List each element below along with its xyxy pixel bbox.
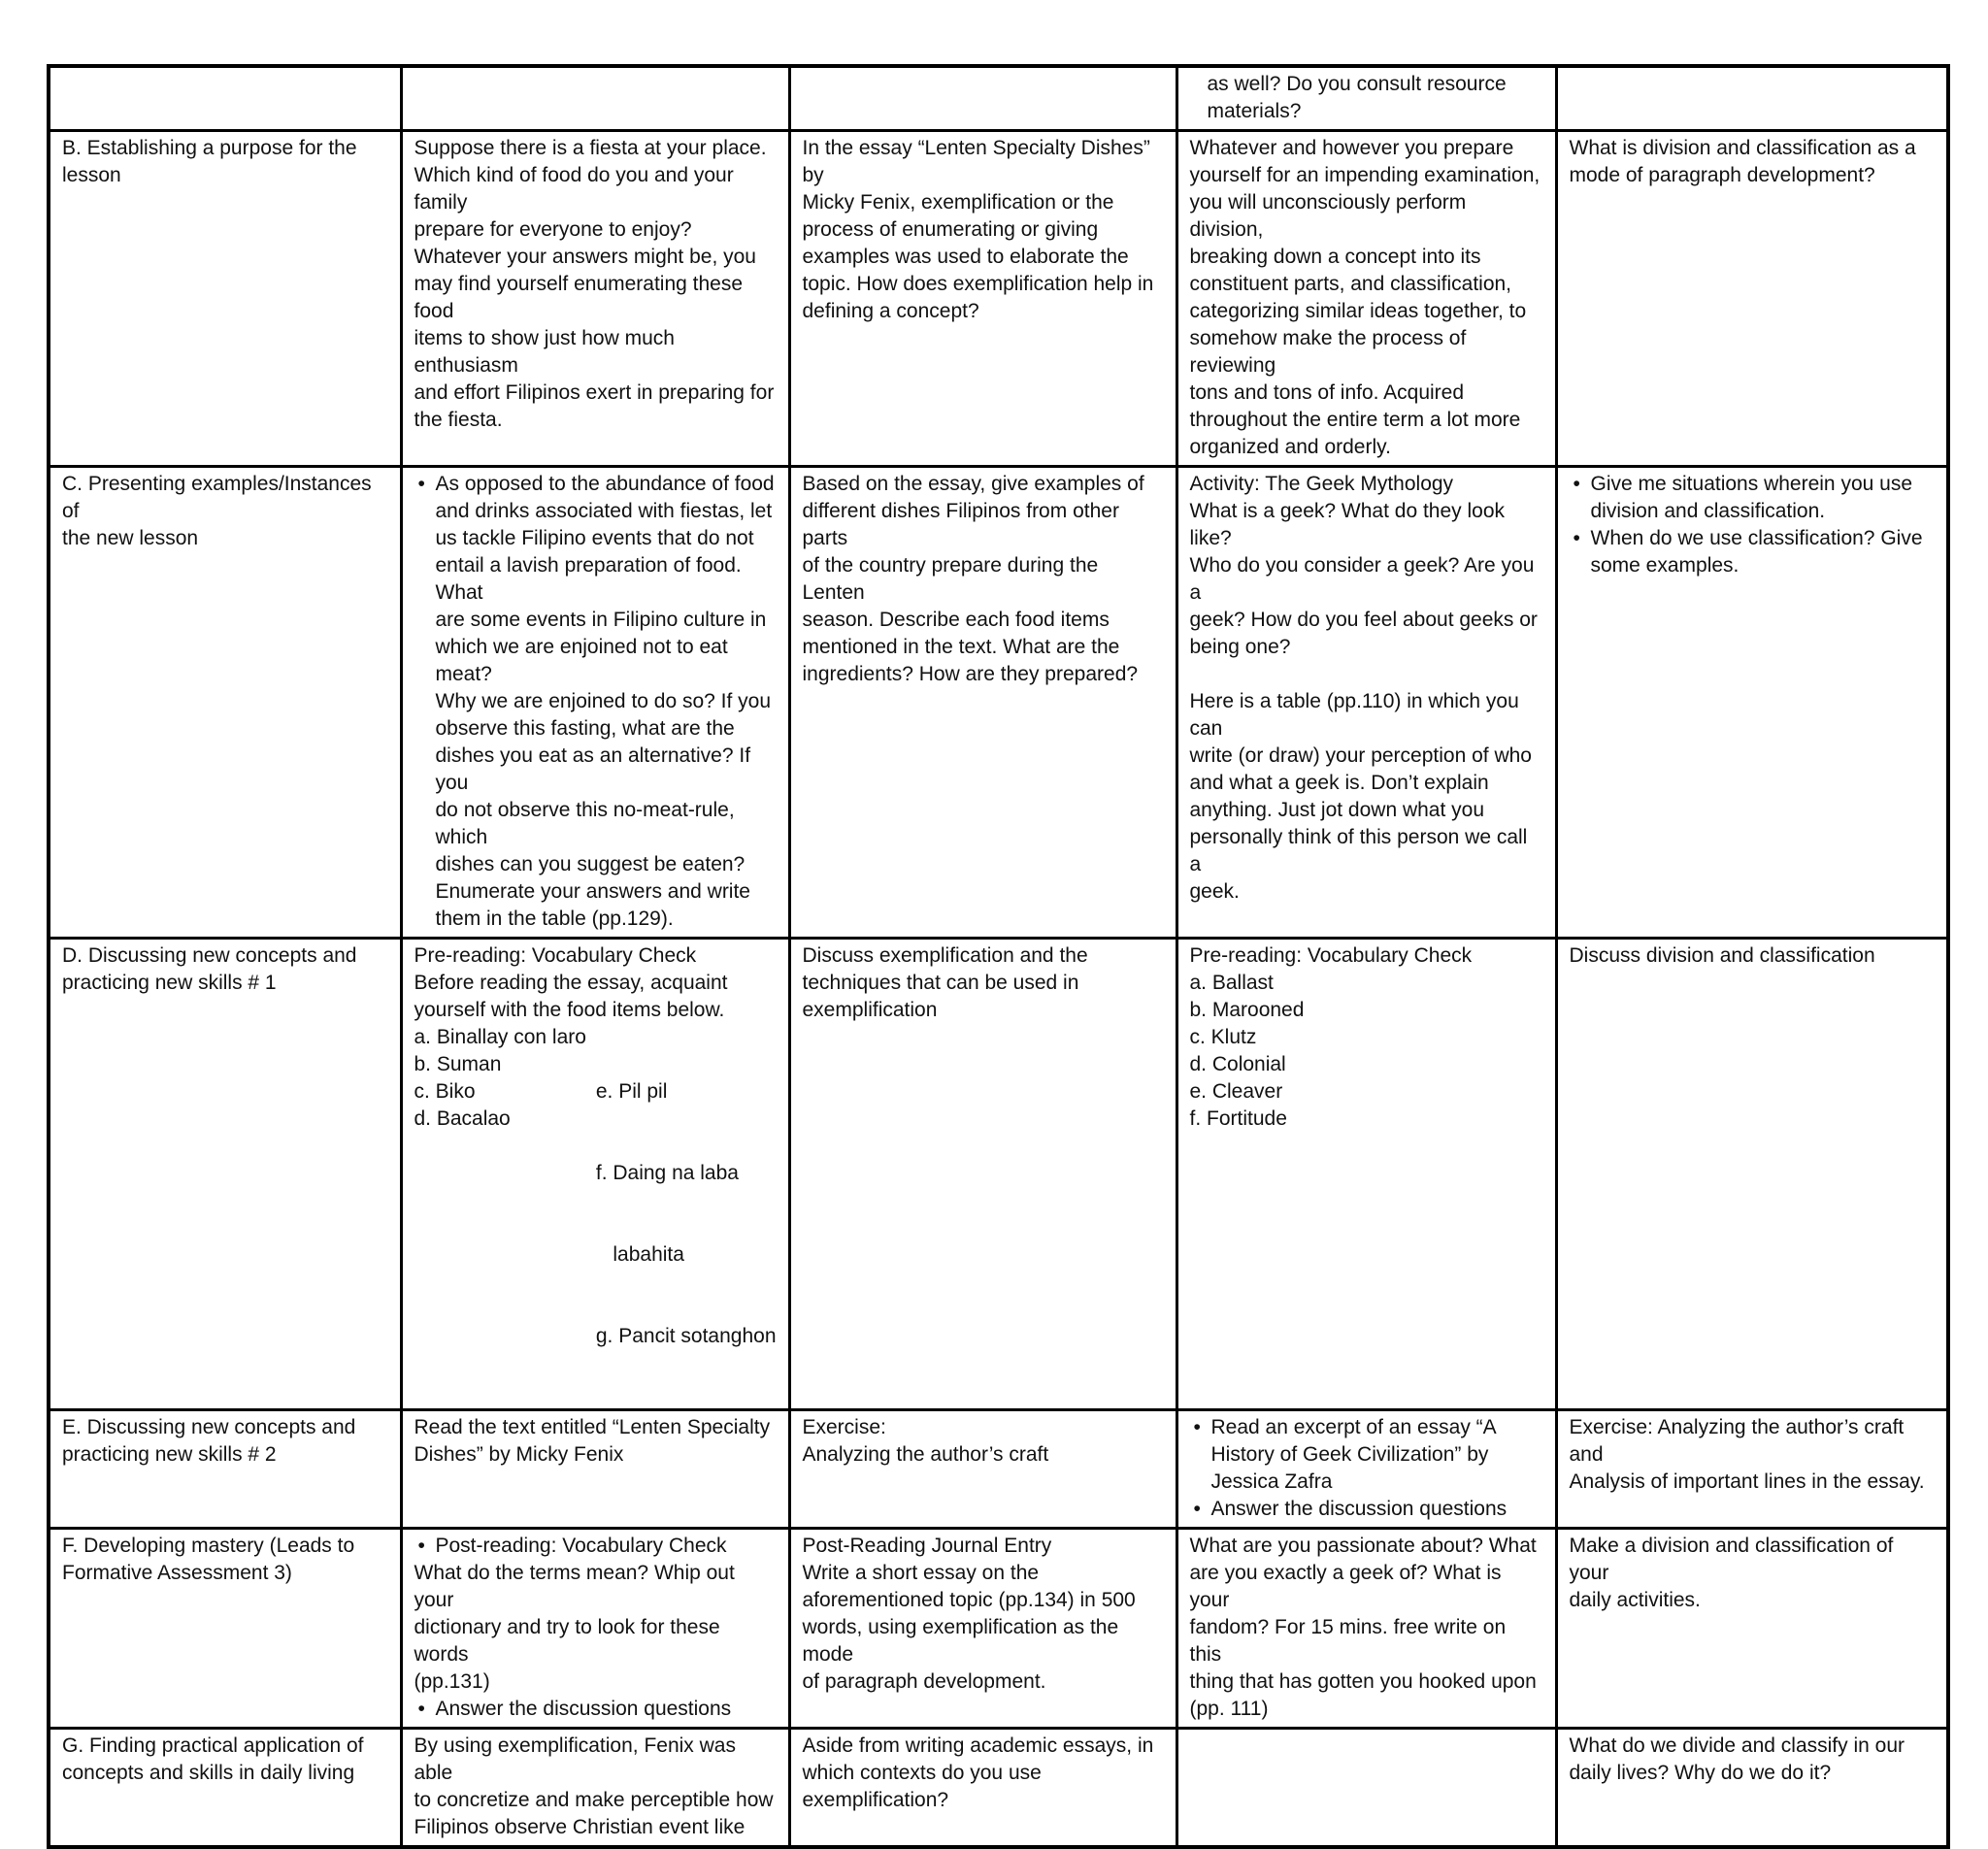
table-row (49, 1729, 1948, 1848)
row-label: E. Discussing new concepts and practicing new skills # 2 (62, 1416, 356, 1466)
cell: Exercise: Analyzing the author’s craft (789, 1410, 1176, 1529)
cell: Pre-reading: Vocabulary Check Before reading the essay, acquaint yourself with the food items below. a. Binallay con laro b. Suman c. Biko d. Bacalao e. Pil pil f. Daing na laba labahita g. Pancit sotanghon (401, 939, 789, 1410)
bullet-list (1570, 471, 1936, 579)
list-item: c. Biko (414, 1080, 476, 1103)
cell (1176, 1729, 1556, 1848)
cell: What is division and classification as a mode of paragraph development? (1556, 131, 1948, 467)
cell: • Post-reading: Vocabulary Check What do the terms mean? Whip out your dictionary and try to look for these words (pp.131) • Answer the discussion questions (401, 1529, 789, 1729)
cell: Post-Reading Journal Entry Write a short essay on the aforementioned topic (pp.134) in 500 words, using exemplification as the mode of paragraph development. (789, 1529, 1176, 1729)
cell: Read the text entitled “Lenten Specialty Dishes” by Micky Fenix (401, 1410, 789, 1529)
row-label-cell (49, 1529, 401, 1729)
table-row (49, 1529, 1948, 1729)
bullet-list (1190, 1414, 1543, 1523)
cell: Discuss exemplification and the techniques that can be used in exemplification (789, 939, 1176, 1410)
cell: Make a division and classification of your daily activities. (1556, 1529, 1948, 1729)
list-item: • When do we use classification? Give some examples. (1591, 525, 1936, 579)
row-label-cell (49, 939, 401, 1410)
table-row (49, 1410, 1948, 1529)
list-item: d. Bacalao (414, 1107, 511, 1130)
table-row (49, 131, 1948, 467)
row-label-cell (49, 467, 401, 939)
list-item: • Answer the discussion questions (1211, 1496, 1543, 1523)
row-label-cell (49, 1729, 401, 1848)
cell: Activity: The Geek Mythology What is a geek? What do they look like? Who do you consider a geek? Are you a geek? How do you feel about geeks or being one? Here is a table (pp.110) in which you can write (or draw) your perception of who and what a geek is. Don’t explain anything. Just jot down what you personally think of this person we call a geek. (1176, 467, 1556, 939)
bullet-list (414, 471, 777, 933)
row-label-cell (49, 66, 401, 131)
cell: Based on the essay, give examples of different dishes Filipinos from other parts of the country prepare during the Lenten season. Describe each food items mentioned in the text. What are the ingredients? How are they prepared? (789, 467, 1176, 939)
bullet-list (414, 1696, 777, 1723)
cell: Whatever and however you prepare yourself for an impending examination, you will unconsciously perform division, breaking down a concept into its constituent parts, and classification, categorizing similar ideas together, to somehow make the process of reviewing tons and tons of info. Acquired throughout the entire term a lot more organized and orderly. (1176, 131, 1556, 467)
cell: Exercise: Analyzing the author’s craft and Analysis of important lines in the essay. (1556, 1410, 1948, 1529)
row-label-cell (49, 1410, 401, 1529)
list-item: • Read an excerpt of an essay “A History of Geek Civilization” by Jessica Zafra (1211, 1414, 1543, 1496)
cell: In the essay “Lenten Specialty Dishes” by Micky Fenix, exemplification or the process of enumerating or giving examples was used to elaborate the topic. How does exemplification help in defining a concept? (789, 131, 1176, 467)
cell (1556, 467, 1948, 939)
list-item: • Post-reading: Vocabulary Check (436, 1533, 777, 1560)
list-item: e. Pil pil (595, 1080, 668, 1103)
cell: Pre-reading: Vocabulary Check a. Ballast b. Marooned c. Klutz d. Colonial e. Cleaver f. Fortitude (1176, 939, 1556, 1410)
row-label: G. Finding practical application of concepts and skills in daily living (62, 1734, 364, 1784)
list-item: b. Suman (414, 1053, 502, 1075)
table-row (49, 939, 1948, 1410)
bullet-list (414, 1533, 777, 1560)
cell: Discuss division and classification (1556, 939, 1948, 1410)
cell: What do we divide and classify in our daily lives? Why do we do it? (1556, 1729, 1948, 1848)
list-item: g. Pancit sotanghon (595, 1325, 777, 1347)
cell: By using exemplification, Fenix was able to concretize and make perceptible how Filipinos observe Christian event like (401, 1729, 789, 1848)
cell (401, 467, 789, 939)
lesson-plan-table (47, 64, 1950, 1849)
cell (1556, 66, 1948, 131)
cell: What are you passionate about? What are you exactly a geek of? What is your fandom? For 15 mins. free write on this thing that has gotten you hooked upon (pp. 111) (1176, 1529, 1556, 1729)
table-row (49, 467, 1948, 939)
row-label: C. Presenting examples/Instances of the new lesson (62, 473, 372, 549)
row-label: D. Discussing new concepts and practicing new skills # 1 (62, 944, 357, 994)
list-item: labahita (595, 1243, 684, 1266)
row-label: F. Developing mastery (Leads to Formative Assessment 3) (62, 1535, 355, 1584)
list-item: • Give me situations wherein you use division and classification. (1591, 471, 1936, 525)
row-label-cell (49, 131, 401, 467)
vocabulary-list (414, 1024, 777, 1404)
cell: as well? Do you consult resource materials? (1176, 66, 1556, 131)
cell (789, 66, 1176, 131)
list-item: • Answer the discussion questions (436, 1696, 777, 1723)
cell (1176, 1410, 1556, 1529)
row-label: B. Establishing a purpose for the lesson (62, 137, 357, 186)
list-item: a. Binallay con laro (414, 1026, 586, 1048)
cell: Aside from writing academic essays, in which contexts do you use exemplification? (789, 1729, 1176, 1848)
list-item: • As opposed to the abundance of food and drinks associated with fiestas, let us tackle Filipino events that do not entail a lavish preparation of food. What are some events in Filipino culture in which we are enjoined not to eat meat? Why we are enjoined to do so? If you observe this fasting, what are the dishes you eat as an alternative? If you do not observe this no-meat-rule, which dishes can you suggest be eaten? Enumerate your answers and write them in the table (pp.129). (436, 471, 777, 933)
table-row (49, 66, 1948, 131)
list-item: f. Daing na laba (595, 1162, 739, 1184)
cell (401, 66, 789, 131)
cell: Suppose there is a fiesta at your place. Which kind of food do you and your family prepare for everyone to enjoy? Whatever your answers might be, you may find yourself enumerating these food items to show just how much enthusiasm and effort Filipinos exert in preparing for the fiesta. (401, 131, 789, 467)
